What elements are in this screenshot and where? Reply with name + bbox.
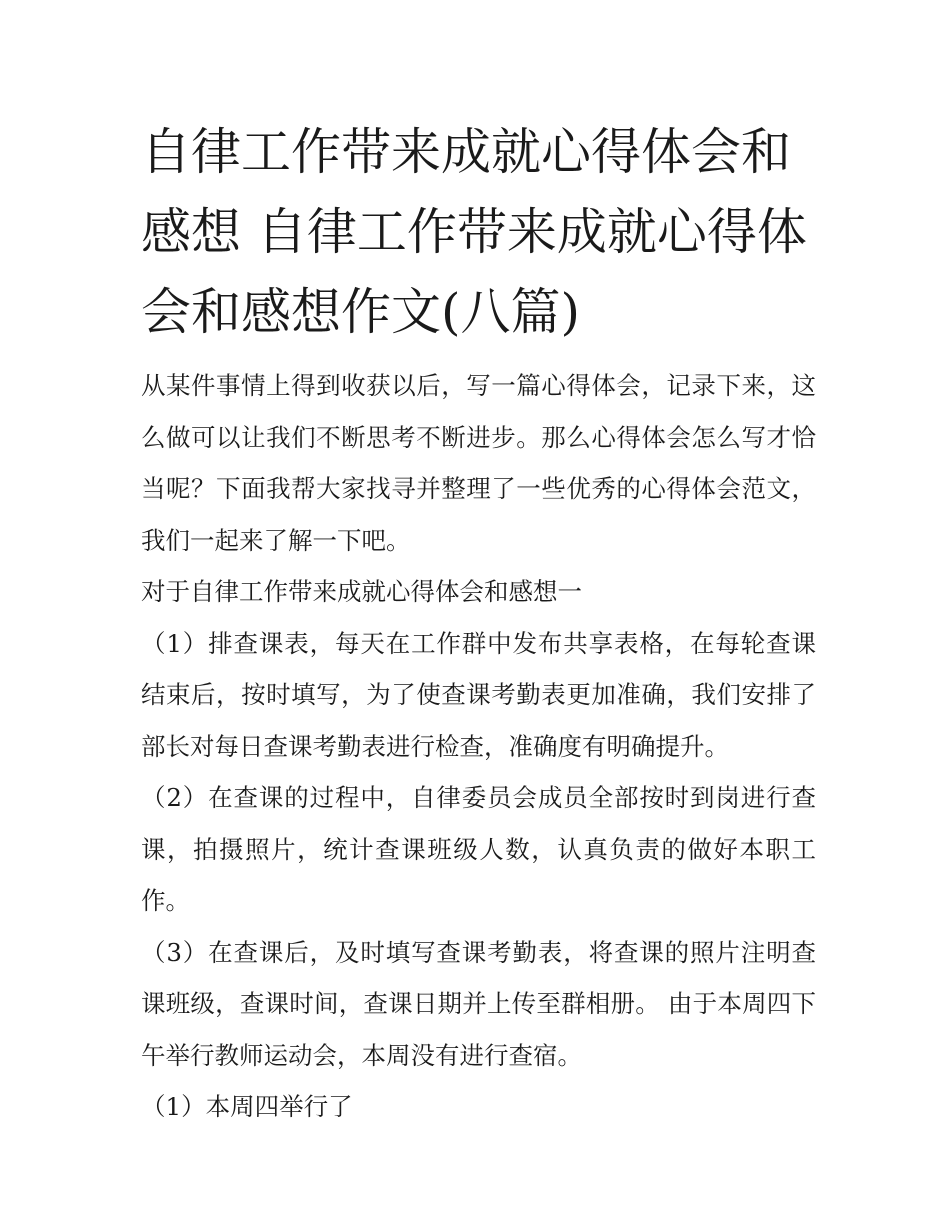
section-heading: 对于自律工作带来成就心得体会和感想一 [141,577,582,606]
item-paragraph-2: （2）在查课的过程中，自律委员会成员全部按时到岗进行查课，拍摄照片，统计查课班级人数，认真负责的做好本职工作。 [141,783,816,915]
document-page [141,112,816,1133]
intro-paragraph: 从某件事情上得到收获以后，写一篇心得体会，记录下来，这么做可以让我们不断思考不断进步。那么心得体会怎么写才恰当呢？下面我帮大家找寻并整理了一些优秀的心得体会范文，我们一起来了解一下吧。 [141,371,816,555]
item-paragraph-4: （1）本周四举行了 [141,1092,353,1121]
document-title: 自律工作带来成就心得体会和感想 自律工作带来成就心得体会和感想作文(八篇) [141,123,807,341]
item-paragraph-1: （1）排查课表，每天在工作群中发布共享表格，在每轮查课结束后，按时填写，为了使查课考勤表更加准确，我们安排了部长对每日查课考勤表进行检查，准确度有明确提升。 [141,628,816,761]
document-body [141,360,816,1133]
item-paragraph-3: （3）在查课后，及时填写查课考勤表，将查课的照片注明查课班级，查课时间，查课日期并上传至群相册。 由于本周四下午举行教师运动会，本周没有进行查宿。 [141,937,816,1070]
